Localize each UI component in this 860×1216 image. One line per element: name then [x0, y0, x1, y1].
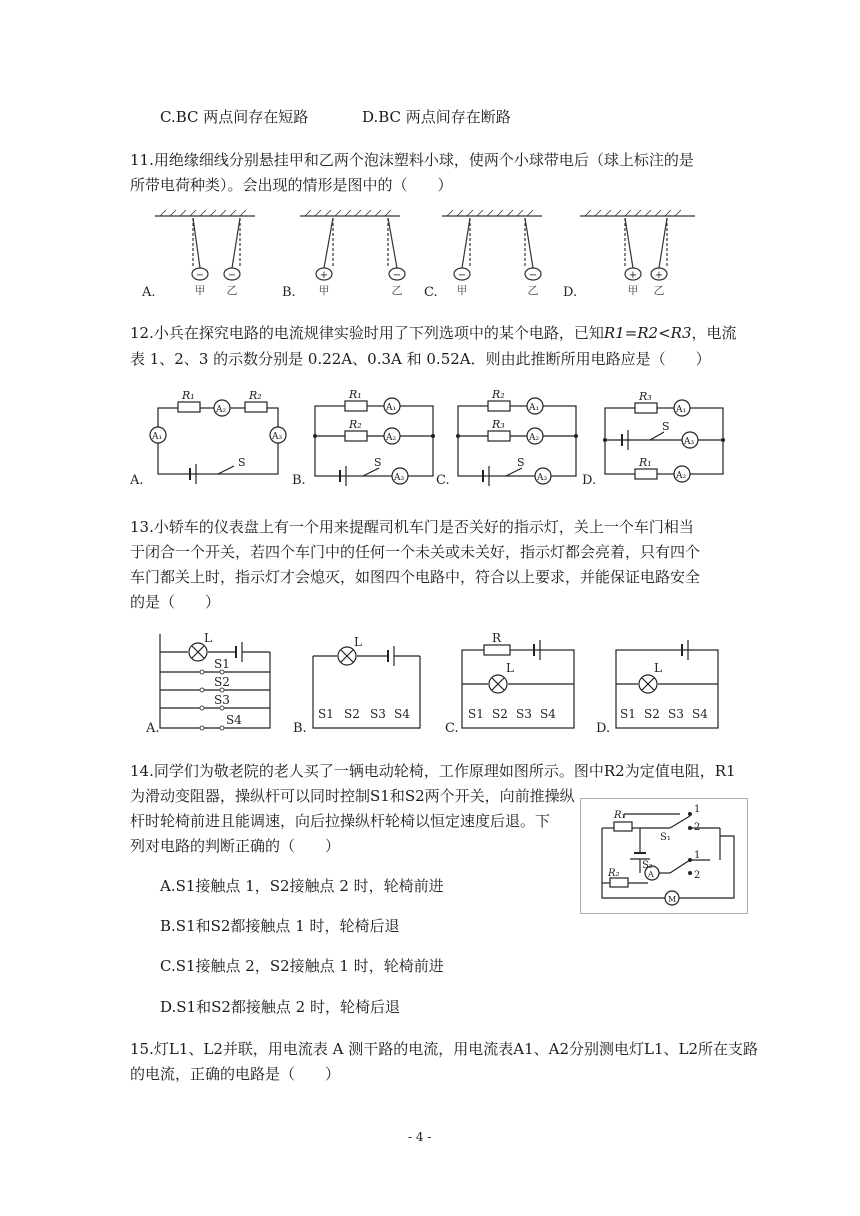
svg-text:1: 1 — [694, 804, 701, 815]
q14-stem-line1: 14.同学们为敬老院的老人买了一辆电动轮椅，工作原理如图所示。图中R2为定值电阻，R1 — [130, 762, 736, 780]
ball-sign: + — [628, 270, 638, 281]
svg-text:1: 1 — [694, 850, 701, 861]
svg-text:A₁: A₁ — [676, 405, 687, 415]
svg-text:S1: S1 — [620, 707, 636, 721]
ball-sign: − — [195, 270, 205, 281]
svg-text:R₃: R₃ — [492, 418, 505, 431]
svg-text:S: S — [238, 456, 246, 469]
svg-text:R: R — [492, 631, 502, 645]
svg-text:R₂: R₂ — [608, 868, 620, 879]
option-label: D. — [582, 473, 597, 488]
q14-option-c: C.S1接触点 2，S2接触点 1 时，轮椅前进 — [160, 957, 444, 975]
option-label: D. — [596, 721, 611, 736]
ball-sign: − — [227, 270, 237, 281]
q14-option-a: A.S1接触点 1，S2接触点 2 时，轮椅前进 — [160, 877, 444, 895]
q14-stem-line3: 杆时轮椅前进且能调速，向后拉操纵杆轮椅以恒定速度后退。下 — [130, 812, 551, 830]
svg-text:S: S — [662, 420, 670, 433]
option-label: D. — [563, 285, 578, 300]
svg-text:R₁: R₁ — [639, 456, 652, 469]
svg-text:R₂: R₂ — [349, 418, 362, 431]
ball-label: 甲 — [194, 284, 206, 297]
q11-figure — [130, 206, 710, 300]
option-label: B. — [282, 285, 296, 300]
svg-text:S₂: S₂ — [642, 860, 653, 871]
svg-text:S3: S3 — [370, 707, 386, 721]
option-label: A. — [142, 285, 156, 300]
ball-label: 乙 — [391, 284, 403, 297]
ball-sign: + — [319, 270, 329, 281]
ball-sign: − — [392, 270, 402, 281]
svg-text:A₁: A₁ — [529, 403, 540, 413]
svg-text:L: L — [354, 635, 362, 649]
option-label: A. — [146, 721, 160, 736]
q12-figure — [130, 384, 730, 488]
option-label: B. — [293, 721, 307, 736]
svg-text:L: L — [506, 661, 514, 675]
svg-text:A₂: A₂ — [216, 405, 227, 415]
ball-label: 甲 — [627, 284, 639, 297]
q12-stem-line2: 表 1、2、3 的示数分别是 0.22A、0.3A 和 0.52A．则由此推断所用电路应是（ ） — [130, 350, 711, 368]
q13-stem-line2: 于闭合一个开关，若四个车门中的任何一个未关或未关好，指示灯都会亮着，只有四个 — [130, 543, 701, 561]
svg-text:R₂: R₂ — [249, 389, 262, 402]
svg-text:A₃: A₃ — [537, 473, 548, 483]
svg-text:S2: S2 — [492, 707, 508, 721]
svg-text:S2: S2 — [644, 707, 660, 721]
svg-text:S: S — [517, 456, 525, 469]
svg-text:A₃: A₃ — [684, 437, 695, 447]
svg-text:S2: S2 — [214, 675, 230, 689]
svg-text:2: 2 — [694, 870, 701, 881]
ball-label: 甲 — [318, 284, 330, 297]
svg-text:A₂: A₂ — [386, 433, 397, 443]
svg-text:M: M — [668, 895, 677, 904]
q10-option-c: C.BC 两点间存在短路 — [160, 108, 309, 126]
q11-stem-line2: 所带电荷种类）。会出现的情形是图中的（ ） — [130, 176, 453, 194]
svg-text:A₂: A₂ — [529, 433, 540, 443]
svg-text:S4: S4 — [394, 707, 410, 721]
ball-label: 乙 — [527, 284, 539, 297]
svg-text:R₃: R₃ — [639, 390, 652, 403]
q14-stem-line2: 为滑动变阻器，操纵杆可以同时控制S1和S2两个开关，向前推操纵 — [130, 787, 575, 805]
svg-text:S4: S4 — [540, 707, 556, 721]
q15-stem-line2: 的电流，正确的电路是（ ） — [130, 1065, 341, 1083]
option-label: C. — [445, 721, 459, 736]
svg-text:R₁: R₁ — [349, 388, 362, 401]
svg-text:A₁: A₁ — [152, 432, 163, 442]
svg-text:A₂: A₂ — [676, 471, 687, 481]
q13-stem-line4: 的是（ ） — [130, 593, 221, 611]
svg-text:S4: S4 — [226, 713, 242, 727]
svg-text:R₁: R₁ — [182, 389, 195, 402]
q13-stem-line1: 13.小轿车的仪表盘上有一个用来提醒司机车门是否关好的指示灯，关上一个车门相当 — [130, 518, 694, 536]
q10-option-d: D.BC 两点间存在断路 — [362, 108, 511, 126]
svg-text:S3: S3 — [214, 693, 230, 707]
svg-text:S₁: S₁ — [660, 832, 671, 843]
ball-label: 乙 — [226, 284, 238, 297]
svg-text:A₃: A₃ — [272, 432, 283, 442]
svg-text:S: S — [374, 456, 382, 469]
svg-text:S4: S4 — [692, 707, 708, 721]
option-label: C. — [436, 473, 450, 488]
q12-stem-line1: 12.小兵在探究电路的电流规律实验时用了下列选项中的某个电路，已知R1=R2<R3，电流 — [130, 324, 737, 342]
svg-text:S3: S3 — [516, 707, 532, 721]
svg-text:A₁: A₁ — [386, 403, 397, 413]
svg-text:S1: S1 — [214, 657, 230, 671]
svg-text:A: A — [648, 870, 654, 879]
page-number: - 4 - — [408, 1130, 432, 1144]
q14-option-b: B.S1和S2都接触点 1 时，轮椅后退 — [160, 917, 400, 935]
q13-stem-line3: 车门都关上时，指示灯才会熄灭，如图四个电路中，符合以上要求，并能保证电路安全 — [130, 568, 701, 586]
q11-stem-line1: 11.用绝缘细线分别悬挂甲和乙两个泡沫塑料小球，使两个小球带电后（球上标注的是 — [130, 151, 694, 169]
svg-text:A₃: A₃ — [394, 473, 405, 483]
ball-label: 甲 — [456, 284, 468, 297]
q14-stem-line4: 列对电路的判断正确的（ ） — [130, 837, 341, 855]
svg-text:L: L — [204, 631, 212, 645]
svg-text:S2: S2 — [344, 707, 360, 721]
svg-text:R₁: R₁ — [614, 810, 626, 821]
q14-circuit-figure — [580, 798, 748, 914]
svg-text:S1: S1 — [468, 707, 484, 721]
ball-sign: − — [528, 270, 538, 281]
svg-text:L: L — [654, 661, 662, 675]
ball-sign: − — [457, 270, 467, 281]
q15-stem-line1: 15.灯L1、L2并联，用电流表 A 测干路的电流，用电流表A1、A2分别测电灯L1、L2所在支路 — [130, 1040, 758, 1058]
q14-option-d: D.S1和S2都接触点 2 时，轮椅后退 — [160, 998, 400, 1016]
svg-text:S1: S1 — [318, 707, 334, 721]
svg-text:2: 2 — [694, 822, 701, 833]
option-label: B. — [292, 473, 306, 488]
svg-text:R₂: R₂ — [492, 388, 505, 401]
svg-text:S3: S3 — [668, 707, 684, 721]
ball-label: 乙 — [653, 284, 665, 297]
q13-figure — [130, 628, 730, 736]
option-label: C. — [424, 285, 438, 300]
option-label: A. — [130, 473, 144, 488]
ball-sign: + — [654, 270, 664, 281]
